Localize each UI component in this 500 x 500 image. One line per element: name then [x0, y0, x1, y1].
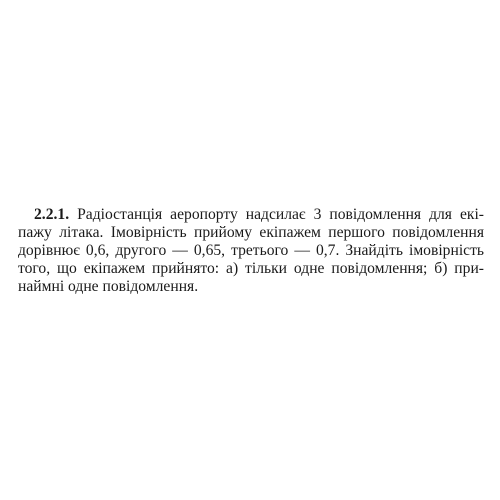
problem-line-4: того, що екіпажем прийнято: а) тільки одне повідомлення; б) при-: [18, 260, 484, 277]
problem-line-2: пажу літака. Імовірність прийому екіпажем першого повідомлення: [18, 224, 484, 241]
problem-text: [18, 206, 484, 296]
problem-line-5: наймні одне повідомлення.: [18, 278, 199, 295]
problem-line-1: [18, 206, 484, 224]
problem-line-3: дорівнює 0,6, другого — 0,65, третього — 0,7. Знайдіть імовірність: [18, 242, 484, 259]
problem-line-1-text: Радіостанція аеропорту надсилає 3 повідомлення для екі-: [77, 206, 484, 223]
problem-number: 2.2.1.: [34, 206, 70, 223]
